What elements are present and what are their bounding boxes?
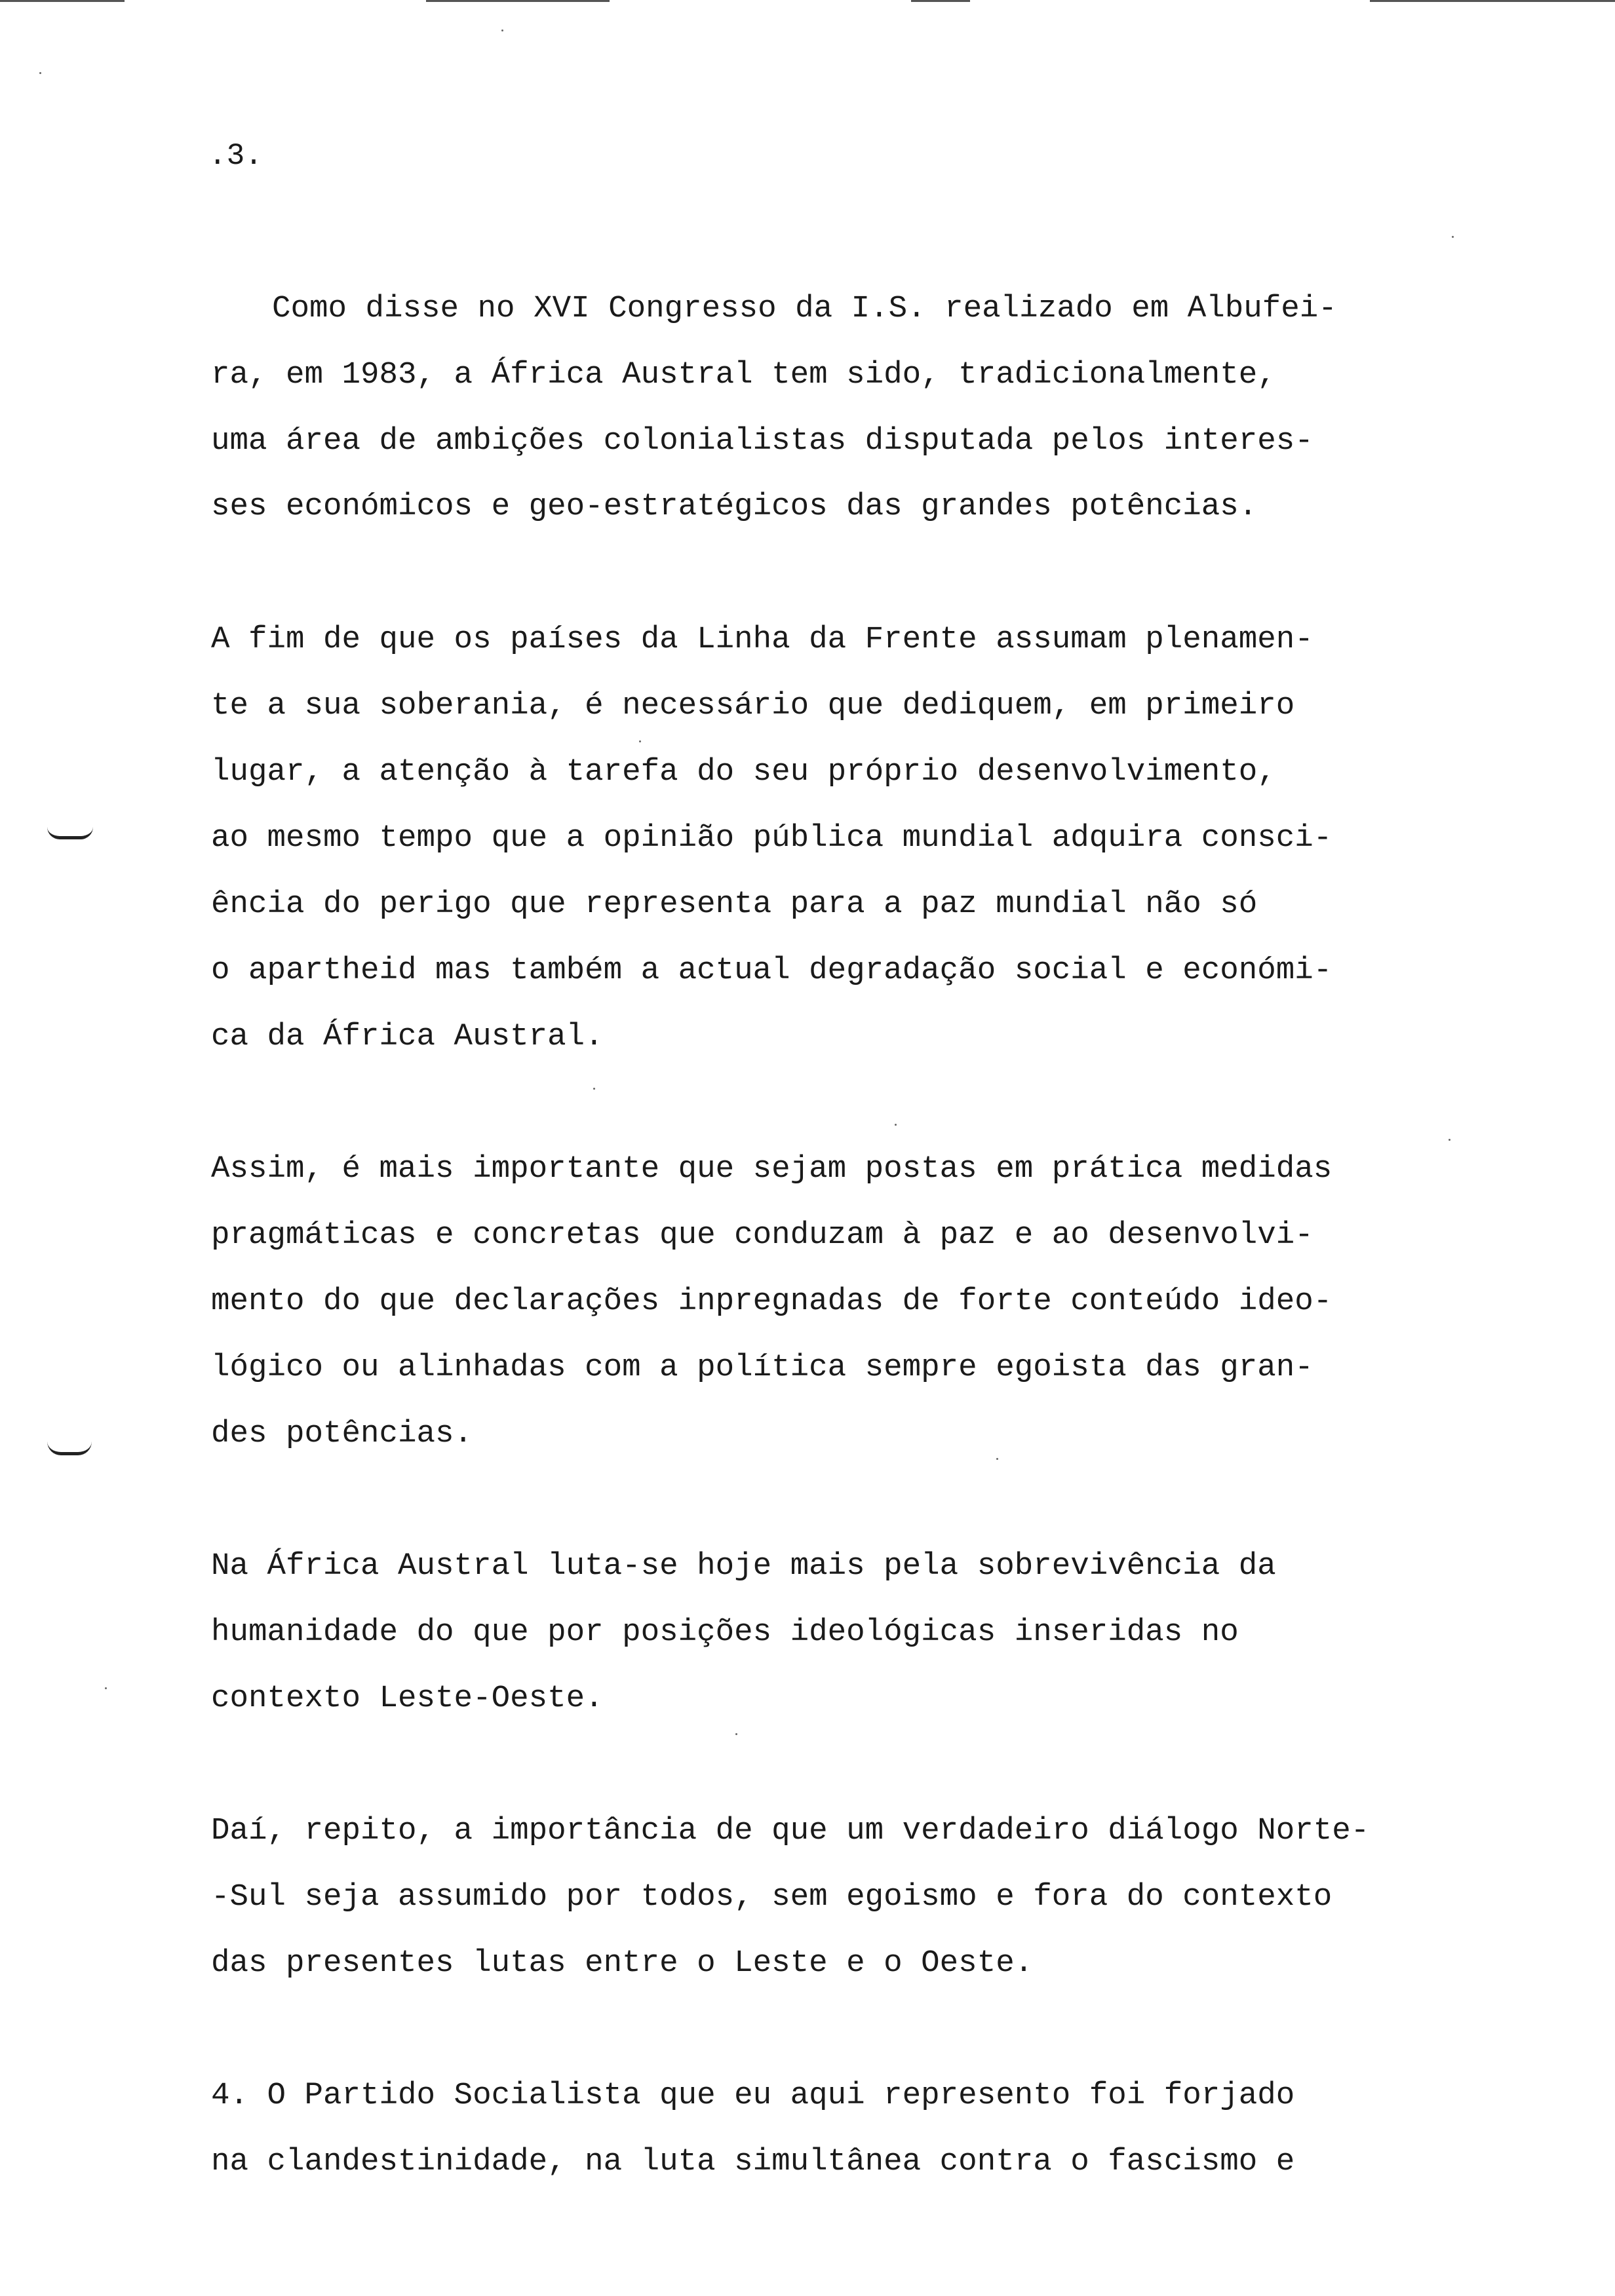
text-line: Como disse no XVI Congresso da I.S. realizado em Albufei- [272,291,1337,326]
scan-speck [996,1458,998,1460]
text-line: contexto Leste-Oeste. [211,1681,604,1716]
text-line: humanidade do que por posições ideológicas inseridas no [211,1615,1239,1650]
text-line: A fim de que os países da Linha da Frente assumam plenamen- [211,622,1313,657]
scan-speck [593,1088,595,1090]
scan-speck [895,1124,897,1126]
text-line: Daí, repito, a importância de que um verdadeiro diálogo Norte- [211,1813,1370,1848]
scan-edge-line [426,0,610,2]
scan-speck [1449,1139,1450,1141]
scan-edge-line [911,0,970,2]
text-line: te a sua soberania, é necessário que dediquem, em primeiro [211,688,1295,723]
scan-speck [501,29,503,31]
scan-speck [1452,236,1454,238]
scan-speck [639,740,641,742]
margin-mark [47,827,93,839]
page-number: .3. [208,139,263,173]
scan-edge-line [0,0,125,2]
text-line: ao mesmo tempo que a opinião pública mundial adquira consci- [211,820,1333,856]
text-line: lógico ou alinhadas com a política sempre egoista das gran- [211,1350,1313,1385]
text-line: ca da África Austral. [211,1019,604,1054]
text-line: lugar, a atenção à tarefa do seu próprio desenvolvimento, [211,754,1276,790]
scan-speck [105,1687,107,1689]
text-line: das presentes lutas entre o Leste e o Oeste. [211,1945,1034,1981]
text-line: Na África Austral luta-se hoje mais pela sobrevivência da [211,1548,1276,1584]
text-line: ra, em 1983, a África Austral tem sido, tradicionalmente, [211,357,1276,392]
text-line: -Sul seja assumido por todos, sem egoismo e fora do contexto [211,1879,1333,1915]
text-line: uma área de ambições colonialistas disputada pelos interes- [211,423,1313,459]
text-line: ses económicos e geo-estratégicos das grandes potências. [211,489,1258,524]
text-line: ência do perigo que representa para a paz mundial não só [211,887,1258,922]
text-line: des potências. [211,1416,473,1451]
scan-edge-line [1370,0,1615,2]
text-line: mento do que declarações inpregnadas de forte conteúdo ideo- [211,1284,1333,1319]
text-line: pragmáticas e concretas que conduzam à paz e ao desenvolvi- [211,1217,1313,1253]
scan-speck [39,72,41,74]
text-line: Assim, é mais importante que sejam postas em prática medidas [211,1151,1333,1187]
text-line: 4. O Partido Socialista que eu aqui represento foi forjado [211,2078,1295,2113]
text-line: o apartheid mas também a actual degradação social e económi- [211,953,1333,988]
margin-mark [47,1442,92,1455]
scan-speck [735,1733,737,1735]
text-line: na clandestinidade, na luta simultânea contra o fascismo e [211,2144,1295,2179]
